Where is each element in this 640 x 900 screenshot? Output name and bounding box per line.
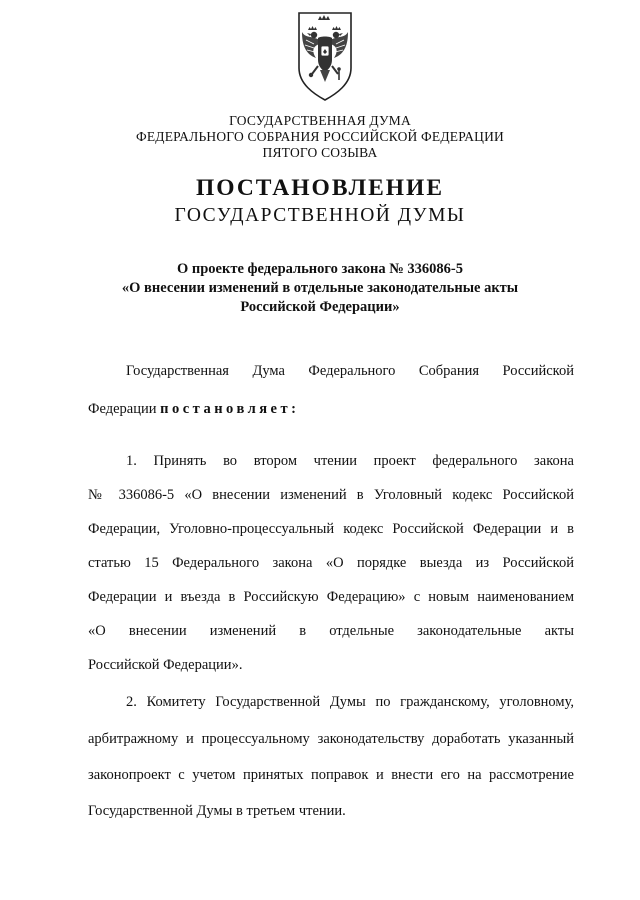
preamble-word: Государственная: [126, 363, 229, 379]
item1-line-1: 1. Принять во втором чтении проект федерального закона: [126, 453, 574, 469]
item2-line-1: 2. Комитету Государственной Думы по гражданскому, уголовному,: [126, 694, 574, 710]
document-subtitle: ГОСУДАРСТВЕННОЙ ДУМЫ: [174, 205, 466, 226]
decree-word: постановляет:: [160, 401, 300, 417]
item1-line-2: № 336086-5 «О внесении изменений в Уголовный кодекс Российской: [88, 487, 574, 503]
item2-line-4: Государственной Думы в третьем чтении.: [88, 803, 346, 819]
about-line-2: «О внесении изменений в отдельные законодательные акты: [121, 280, 519, 296]
about-line-3: Российской Федерации»: [240, 299, 400, 315]
preamble-line-1: [126, 363, 574, 380]
preamble-word: Федерального: [308, 363, 396, 379]
item2-line-2: арбитражному и процессуальному законодательству доработать указанный: [88, 731, 574, 747]
item1-line-7: Российской Федерации».: [88, 657, 243, 673]
preamble-word: Российской: [502, 363, 574, 379]
item2-line-3: законопроект с учетом принятых поправок и внести его на рассмотрение: [88, 767, 574, 783]
item1-line-5: Федерации и въезда в Российскую Федерацию» с новым наименованием: [88, 589, 574, 605]
preamble-line-2: Федерации постановляет:: [88, 401, 300, 417]
preamble-word: Собрания: [418, 363, 480, 379]
org-line-2: ФЕДЕРАЛЬНОГО СОБРАНИЯ РОССИЙСКОЙ ФЕДЕРАЦИИ: [136, 129, 504, 144]
about-line-1: О проекте федерального закона № 336086-5: [176, 261, 464, 277]
org-line-3: ПЯТОГО СОЗЫВА: [262, 145, 378, 160]
org-line-1: ГОСУДАРСТВЕННАЯ ДУМА: [229, 113, 411, 128]
item1-line-6: «О внесении изменений в отдельные законодательные акты: [88, 623, 574, 639]
item1-line-3: Федерации, Уголовно-процессуальный кодекс Российской Федерации и в: [88, 521, 574, 537]
state-emblem-icon: [296, 10, 354, 102]
item1-line-4: статью 15 Федерального закона «О порядке выезда из Российской: [88, 555, 574, 571]
preamble-word: Дума: [252, 363, 285, 379]
document-title: ПОСТАНОВЛЕНИЕ: [195, 175, 445, 201]
